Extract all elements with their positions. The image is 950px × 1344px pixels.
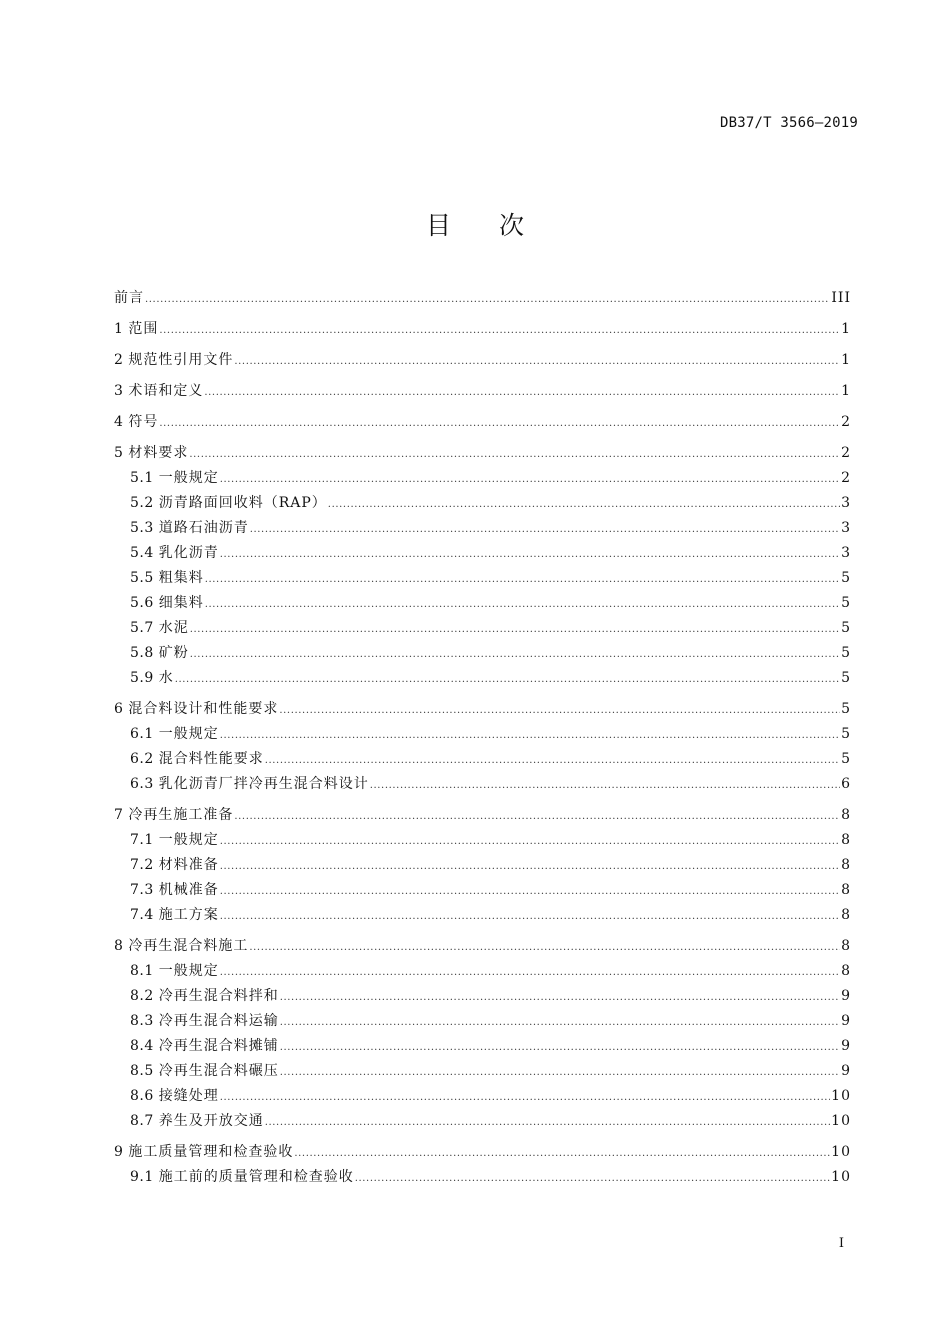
toc-section-entry[interactable] xyxy=(114,516,851,541)
toc-entry-number: 7.3 xyxy=(130,882,154,898)
toc-dot-leader xyxy=(328,492,840,517)
toc-entry-label: 冷再生混合料运输 xyxy=(158,1013,279,1029)
toc-entry-label: 乳化沥青 xyxy=(158,545,219,561)
toc-entry-number: 7 xyxy=(114,807,124,823)
toc-entry-label: 一般规定 xyxy=(158,832,219,848)
toc-entry-label: 乳化沥青厂拌冷再生混合料设计 xyxy=(158,776,369,792)
toc-chapter-entry[interactable] xyxy=(114,803,851,828)
toc-entry-label: 施工前的质量管理和检查验收 xyxy=(158,1169,354,1185)
toc-entry-number: 4 xyxy=(114,414,124,430)
toc-entry-page: 2 xyxy=(841,470,851,486)
toc-entry-page: 9 xyxy=(841,1063,851,1079)
toc-entry-number: 5.7 xyxy=(130,620,154,636)
toc-entry-number: 7.1 xyxy=(130,832,154,848)
toc-entry-page: 8 xyxy=(841,807,851,823)
toc-chapter-entry[interactable] xyxy=(114,348,851,373)
toc-entry-label: 水 xyxy=(158,670,174,686)
toc-entry-page: 10 xyxy=(831,1144,851,1160)
toc-section-entry[interactable] xyxy=(114,772,851,797)
toc-entry-page: 6 xyxy=(841,776,851,792)
toc-section-entry[interactable] xyxy=(114,641,851,666)
toc-entry-number: 5.4 xyxy=(130,545,154,561)
toc-entry-label: 水泥 xyxy=(158,620,189,636)
toc-entry-number: 6 xyxy=(114,701,124,717)
toc-section-entry[interactable] xyxy=(114,828,851,853)
toc-section-entry[interactable] xyxy=(114,1059,851,1084)
toc-entry-number: 5.3 xyxy=(130,520,154,536)
toc-dot-leader xyxy=(265,748,840,773)
toc-entry-label: 冷再生施工准备 xyxy=(128,807,234,823)
toc-entry-number: 8.3 xyxy=(130,1013,154,1029)
toc-entry-number: 5 xyxy=(114,445,124,461)
toc-dot-leader xyxy=(145,287,830,312)
toc-dot-leader xyxy=(220,723,840,748)
toc-entry-label: 规范性引用文件 xyxy=(128,352,234,368)
toc-entry-page: 8 xyxy=(841,907,851,923)
toc-dot-leader xyxy=(190,617,840,642)
toc-chapter-entry[interactable] xyxy=(114,379,851,404)
toc-dot-leader xyxy=(159,411,840,436)
toc-entry-page: 2 xyxy=(841,445,851,461)
toc-entry-number: 8.1 xyxy=(130,963,154,979)
toc-entry-label: 材料要求 xyxy=(128,445,189,461)
toc-section-entry[interactable] xyxy=(114,666,851,691)
toc-section-entry[interactable] xyxy=(114,984,851,1009)
toc-chapter-entry[interactable] xyxy=(114,697,851,722)
toc-entry-page: 5 xyxy=(841,726,851,742)
toc-section-entry[interactable] xyxy=(114,1034,851,1059)
toc-entry-page: 5 xyxy=(841,570,851,586)
toc-section-entry[interactable] xyxy=(114,853,851,878)
toc-dot-leader xyxy=(205,592,840,617)
toc-entry-label: 一般规定 xyxy=(158,726,219,742)
toc-dot-leader xyxy=(355,1166,830,1191)
toc-entry-label: 接缝处理 xyxy=(158,1088,219,1104)
toc-section-entry[interactable] xyxy=(114,747,851,772)
toc-section-entry[interactable] xyxy=(114,1084,851,1109)
toc-entry-page: 5 xyxy=(841,620,851,636)
toc-chapter-entry[interactable] xyxy=(114,410,851,435)
toc-dot-leader xyxy=(250,517,840,542)
toc-chapter-entry[interactable] xyxy=(114,934,851,959)
toc-dot-leader xyxy=(280,1035,840,1060)
toc-dot-leader xyxy=(280,985,840,1010)
toc-entry-number: 8.4 xyxy=(130,1038,154,1054)
toc-dot-leader xyxy=(280,1010,840,1035)
toc-dot-leader xyxy=(279,698,840,723)
toc-dot-leader xyxy=(220,854,840,879)
toc-entry-page: 8 xyxy=(841,963,851,979)
toc-dot-leader xyxy=(220,879,840,904)
toc-entry-page: 10 xyxy=(831,1169,851,1185)
toc-chapter-entry[interactable] xyxy=(114,317,851,342)
toc-entry-number: 9 xyxy=(114,1144,124,1160)
toc-entry-page: 8 xyxy=(841,857,851,873)
toc-entry-number: 5.5 xyxy=(130,570,154,586)
toc-title: 目次 xyxy=(425,211,572,240)
toc-entry-label: 混合料性能要求 xyxy=(158,751,264,767)
toc-entry-label: 冷再生混合料摊铺 xyxy=(158,1038,279,1054)
document-code: DB37/T 3566—2019 xyxy=(719,115,858,131)
toc-entry-label: 冷再生混合料施工 xyxy=(128,938,249,954)
toc-entry-page: 5 xyxy=(841,670,851,686)
toc-entry-label: 混合料设计和性能要求 xyxy=(128,701,279,717)
toc-section-entry[interactable] xyxy=(114,541,851,566)
toc-entry-page: 9 xyxy=(841,1038,851,1054)
toc-entry-page: 8 xyxy=(841,832,851,848)
toc-entry-page: 3 xyxy=(841,495,851,511)
toc-entry-number: 8.6 xyxy=(130,1088,154,1104)
toc-entry-number: 8.2 xyxy=(130,988,154,1004)
toc-entry-page: 10 xyxy=(831,1113,851,1129)
toc-entry-page: 9 xyxy=(841,1013,851,1029)
toc-entry-page: 10 xyxy=(831,1088,851,1104)
page-number: I xyxy=(838,1236,844,1251)
toc-entry-number: 6.2 xyxy=(130,751,154,767)
toc-chapter-entry[interactable] xyxy=(114,1140,851,1165)
toc-entry-label: 一般规定 xyxy=(158,963,219,979)
toc-dot-leader xyxy=(220,467,840,492)
toc-section-entry[interactable] xyxy=(114,491,851,516)
toc-dot-leader xyxy=(220,1085,830,1110)
toc-section-entry[interactable] xyxy=(114,566,851,591)
toc-dot-leader xyxy=(204,380,840,405)
toc-section-entry[interactable] xyxy=(114,722,851,747)
toc-dot-leader xyxy=(190,642,840,667)
toc-dot-leader xyxy=(205,567,840,592)
toc-section-entry[interactable] xyxy=(114,466,851,491)
toc-entry-number: 8.7 xyxy=(130,1113,154,1129)
toc-chapter-entry[interactable] xyxy=(114,441,851,466)
toc-entry-number: 5.6 xyxy=(130,595,154,611)
toc-dot-leader xyxy=(220,904,840,929)
toc-entry-label: 前言 xyxy=(114,290,144,306)
toc-dot-leader xyxy=(249,935,840,960)
toc-entry-label: 养生及开放交通 xyxy=(158,1113,264,1129)
toc-entry-number: 5.1 xyxy=(130,470,154,486)
toc-entry-number: 1 xyxy=(114,321,124,337)
toc-entry-label: 道路石油沥青 xyxy=(158,520,249,536)
toc-dot-leader xyxy=(280,1060,840,1085)
toc-dot-leader xyxy=(265,1110,830,1135)
toc-entry-number: 5.8 xyxy=(130,645,154,661)
toc-entry-label: 冷再生混合料碾压 xyxy=(158,1063,279,1079)
toc-section-entry[interactable] xyxy=(114,1109,851,1134)
toc-entry-page: 3 xyxy=(841,520,851,536)
toc-entry-number: 6.3 xyxy=(130,776,154,792)
toc-section-entry[interactable] xyxy=(114,591,851,616)
toc-entry-label: 粗集料 xyxy=(158,570,204,586)
toc-section-entry[interactable] xyxy=(114,959,851,984)
toc-entry-label: 细集料 xyxy=(158,595,204,611)
toc-dot-leader xyxy=(370,773,840,798)
toc-entry-number: 7.2 xyxy=(130,857,154,873)
toc-entry-label: 符号 xyxy=(128,414,159,430)
toc-section-entry[interactable] xyxy=(114,878,851,903)
toc-entry-page: 5 xyxy=(841,595,851,611)
toc-dot-leader xyxy=(234,349,840,374)
toc-entry-number: 2 xyxy=(114,352,124,368)
toc-entry-number: 9.1 xyxy=(130,1169,154,1185)
toc-section-entry[interactable] xyxy=(114,903,851,928)
toc-entry-label: 术语和定义 xyxy=(128,383,204,399)
toc-dot-leader xyxy=(220,960,840,985)
toc-entry-page: 8 xyxy=(841,938,851,954)
toc-entry-page: 1 xyxy=(841,352,851,368)
toc-entry-label: 材料准备 xyxy=(158,857,219,873)
toc-section-entry[interactable] xyxy=(114,1009,851,1034)
toc-entry-label: 范围 xyxy=(128,321,159,337)
toc-entry-page: 3 xyxy=(841,545,851,561)
toc-entry-number: 3 xyxy=(114,383,124,399)
toc-entry-page: 1 xyxy=(841,321,851,337)
toc-entry-page: 5 xyxy=(841,645,851,661)
toc-entry-page: 8 xyxy=(841,882,851,898)
toc-entry-number: 5.2 xyxy=(130,495,154,511)
toc-dot-leader xyxy=(175,667,840,692)
toc-entry-page: 2 xyxy=(841,414,851,430)
toc-entry-label: 机械准备 xyxy=(158,882,219,898)
toc-entry-label: 施工质量管理和检查验收 xyxy=(128,1144,294,1160)
toc-entry-label: 矿粉 xyxy=(158,645,189,661)
toc-dot-leader xyxy=(294,1141,830,1166)
toc-dot-leader xyxy=(220,542,840,567)
toc-dot-leader xyxy=(220,829,840,854)
toc-entry-page: 5 xyxy=(841,751,851,767)
toc-entry-page: 1 xyxy=(841,383,851,399)
toc-entry-label: 一般规定 xyxy=(158,470,219,486)
toc-section-entry[interactable] xyxy=(114,616,851,641)
toc-entry-page: 9 xyxy=(841,988,851,1004)
toc-entry-number: 8 xyxy=(114,938,124,954)
toc-entry-number: 5.9 xyxy=(130,670,154,686)
toc-entry-label: 施工方案 xyxy=(158,907,219,923)
toc-entry-label: 冷再生混合料拌和 xyxy=(158,988,279,1004)
toc-dot-leader xyxy=(159,318,840,343)
toc-chapter-entry[interactable] xyxy=(114,286,851,311)
toc-entry-number: 7.4 xyxy=(130,907,154,923)
table-of-contents xyxy=(114,286,851,1190)
toc-dot-leader xyxy=(189,442,840,467)
toc-entry-page: 5 xyxy=(841,701,851,717)
toc-entry-number: 8.5 xyxy=(130,1063,154,1079)
toc-entry-label: 沥青路面回收料（RAP） xyxy=(158,495,327,511)
toc-entry-number: 6.1 xyxy=(130,726,154,742)
toc-section-entry[interactable] xyxy=(114,1165,851,1190)
toc-dot-leader xyxy=(234,804,840,829)
toc-entry-page: III xyxy=(831,290,851,306)
